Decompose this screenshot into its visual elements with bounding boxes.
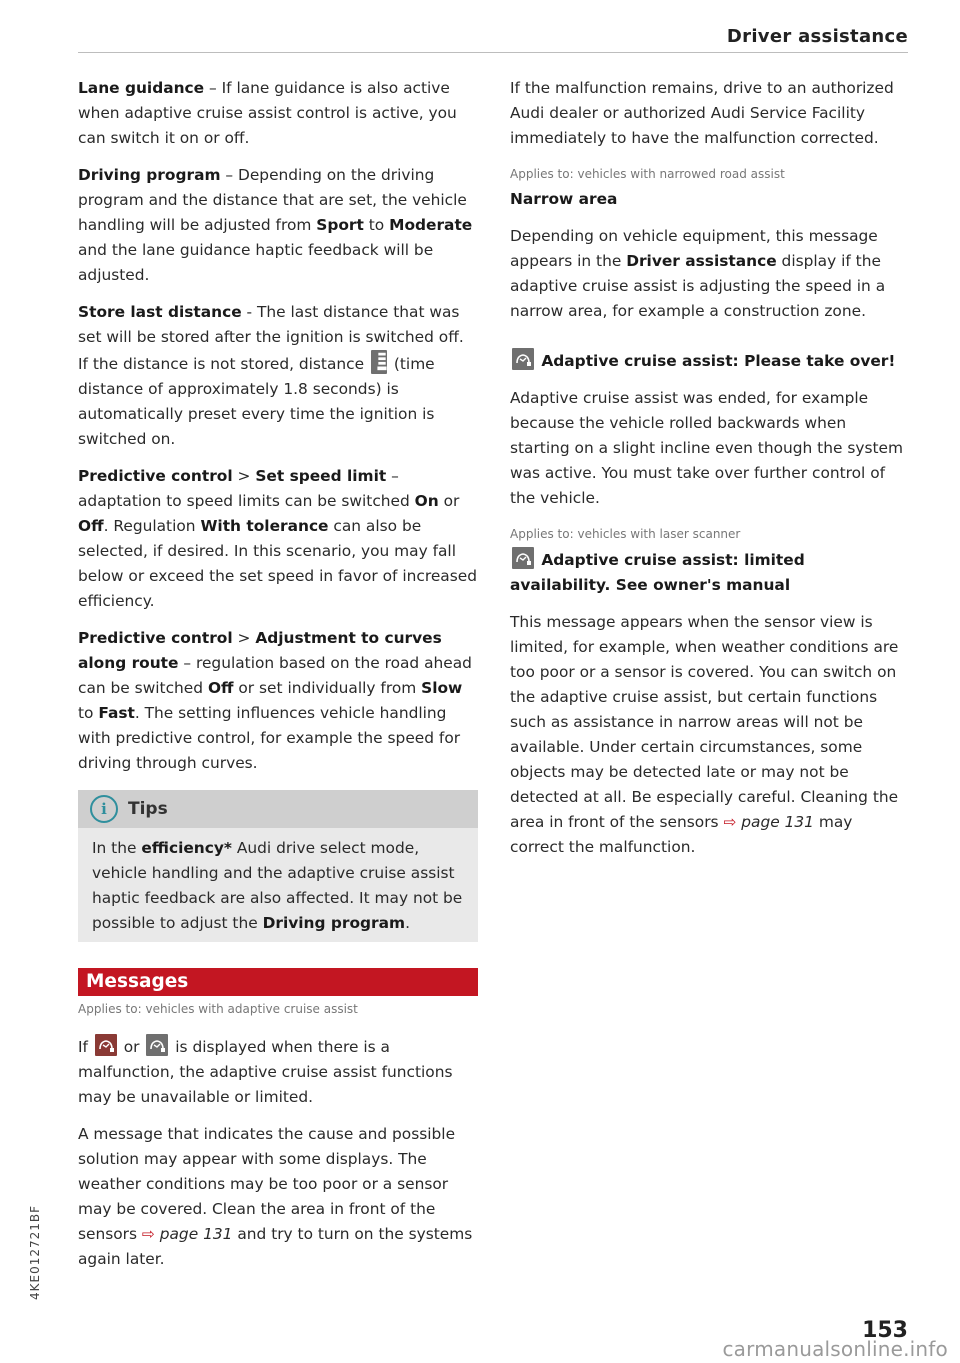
page-reference-text: page 131	[741, 813, 814, 831]
term-fast: Fast	[98, 704, 135, 722]
narrow-area-heading: Narrow area	[510, 190, 618, 208]
separator: >	[232, 629, 256, 647]
text: .	[405, 914, 410, 932]
distance-bars-icon	[371, 350, 387, 374]
term-off: Off	[207, 679, 234, 697]
page-reference-text: page 131	[159, 1225, 233, 1243]
tips-header	[78, 790, 478, 828]
term-predictive-control: Predictive control	[78, 467, 233, 485]
page-number: 153	[862, 1318, 908, 1343]
term-off: Off	[78, 517, 104, 535]
term-set-speed-limit: Set speed limit	[255, 467, 387, 485]
text: In the	[92, 839, 142, 857]
term-efficiency: efficiency	[141, 839, 224, 857]
narrow-area-paragraph	[510, 224, 910, 324]
take-over-heading	[510, 348, 910, 374]
term-driving-program: Driving program	[78, 166, 221, 184]
text: A message that indicates the cause and possible solution may appear with some displays. The weather conditions may be too poor or a sensor may be covered. Clean the area in front of the sensors	[78, 1125, 456, 1243]
text: to	[78, 704, 99, 722]
text: can also be selected, if desired. In this scenario, you may fall below or exceed the set speed in favor of increased efficiency.	[78, 517, 477, 610]
term-driving-program: Driving program	[262, 914, 406, 932]
tips-title: Tips	[128, 799, 168, 819]
limited-availability-title: Adaptive cruise assist: limited availability. See owner's manual	[510, 551, 805, 594]
text: . The setting influences vehicle handling with predictive control, for example the speed for driving through curves.	[78, 704, 461, 772]
text: (time distance of approximately 1.8 seconds) is automatically preset every time the ignition is switched on.	[78, 355, 435, 448]
text: display if the adaptive cruise assist is adjusting the speed in a narrow area, for example a construction zone.	[510, 252, 886, 320]
tips-box	[78, 790, 478, 942]
set-speed-limit-paragraph	[78, 464, 478, 614]
tips-body	[78, 828, 478, 942]
term-store-last-distance: Store last distance	[78, 303, 242, 321]
document-code: 4KE012721BF	[28, 1204, 42, 1300]
lane-guidance-paragraph	[78, 76, 478, 151]
text: or	[118, 1038, 145, 1056]
driving-program-paragraph	[78, 163, 478, 288]
text: may correct the malfunction.	[510, 813, 853, 856]
page-reference-link[interactable]	[723, 813, 814, 831]
text: Depending on vehicle equipment, this message appears in the	[510, 227, 878, 270]
right-column	[510, 76, 910, 872]
separator: –	[204, 79, 222, 97]
separator: >	[232, 467, 256, 485]
watermark: carmanualsonline.info	[722, 1337, 948, 1361]
term-with-tolerance: With tolerance	[200, 517, 329, 535]
text: to	[363, 216, 390, 234]
lane-guidance-text: If lane guidance is also active when adaptive cruise assist control is active, you can switch it on or off.	[78, 79, 457, 147]
text: Audi drive select mode, vehicle handling and the adaptive cruise assist haptic feedback are also affected. It may not be possible to adjust the	[92, 839, 463, 932]
messages-section-heading: Messages	[78, 968, 478, 996]
text: and try to turn on the systems again later.	[78, 1225, 473, 1268]
term-on: On	[414, 492, 439, 510]
left-column	[78, 76, 478, 1284]
cruise-assist-red-icon	[95, 1034, 117, 1056]
text: is displayed when there is a malfunction, the adaptive cruise assist functions may be unavailable or limited.	[78, 1038, 453, 1106]
text: - The last distance that was set will be stored after the ignition is switched off. If the distance is not stored, distance	[78, 303, 464, 373]
term-adjustment-curves: Adjustment to curves along route	[78, 629, 442, 672]
limited-availability-paragraph	[510, 610, 910, 860]
header-divider	[78, 52, 908, 53]
text: or set individually from	[233, 679, 422, 697]
arrow-right-icon: ⇨	[723, 813, 737, 831]
text: This message appears when the sensor view is limited, for example, when weather conditions are too poor or a sensor is covered. You can switch on the adaptive cruise assist, but certain functions such as assistance in narrow areas will not be available. Under certain circumstances, some objects may be detected late or may not be detected at all. Be especially careful. Cleaning the area in front of the sensors	[510, 613, 899, 831]
page-header-title: Driver assistance	[726, 26, 908, 47]
take-over-title: Adaptive cruise assist: Please take over!	[541, 352, 896, 370]
term-slow: Slow	[421, 679, 463, 697]
text: and the lane guidance haptic feedback will be adjusted.	[78, 241, 434, 284]
messages-paragraph-2	[78, 1122, 478, 1272]
limited-availability-heading	[510, 547, 910, 598]
malfunction-remains-paragraph: If the malfunction remains, drive to an authorized Audi dealer or authorized Audi Service Facility immediately to have the malfunction corrected.	[510, 79, 894, 147]
cruise-assist-gray-icon	[512, 547, 534, 569]
info-icon: i	[90, 795, 118, 823]
asterisk: *	[223, 839, 232, 857]
applies-laser-scanner-note: Applies to: vehicles with laser scanner	[510, 527, 741, 541]
term-sport: Sport	[316, 216, 364, 234]
term-predictive-control: Predictive control	[78, 629, 233, 647]
arrow-right-icon: ⇨	[141, 1225, 155, 1243]
text: – Depending on the driving program and the distance that are set, the vehicle handling will be adjusted from	[78, 166, 467, 234]
term-driver-assistance: Driver assistance	[626, 252, 777, 270]
text: – regulation based on the road ahead can be switched	[78, 654, 472, 697]
text: . Regulation	[103, 517, 201, 535]
messages-applies-note: Applies to: vehicles with adaptive cruise assist	[78, 1002, 358, 1016]
messages-paragraph-1	[78, 1034, 478, 1110]
cruise-assist-gray-icon	[512, 348, 534, 370]
text: If	[78, 1038, 93, 1056]
applies-narrowed-road-note: Applies to: vehicles with narrowed road assist	[510, 167, 785, 181]
take-over-paragraph: Adaptive cruise assist was ended, for example because the vehicle rolled backwards when starting on a slight incline even though the system was active. You must take over further control of the vehicle.	[510, 389, 903, 507]
term-moderate: Moderate	[389, 216, 473, 234]
text: – adaptation to speed limits can be switched	[78, 467, 415, 510]
curves-paragraph	[78, 626, 478, 776]
term-lane-guidance: Lane guidance	[78, 79, 205, 97]
page-reference-link[interactable]	[142, 1225, 233, 1243]
cruise-assist-gray-icon	[146, 1034, 168, 1056]
store-last-distance-paragraph	[78, 300, 478, 452]
text: or	[438, 492, 460, 510]
